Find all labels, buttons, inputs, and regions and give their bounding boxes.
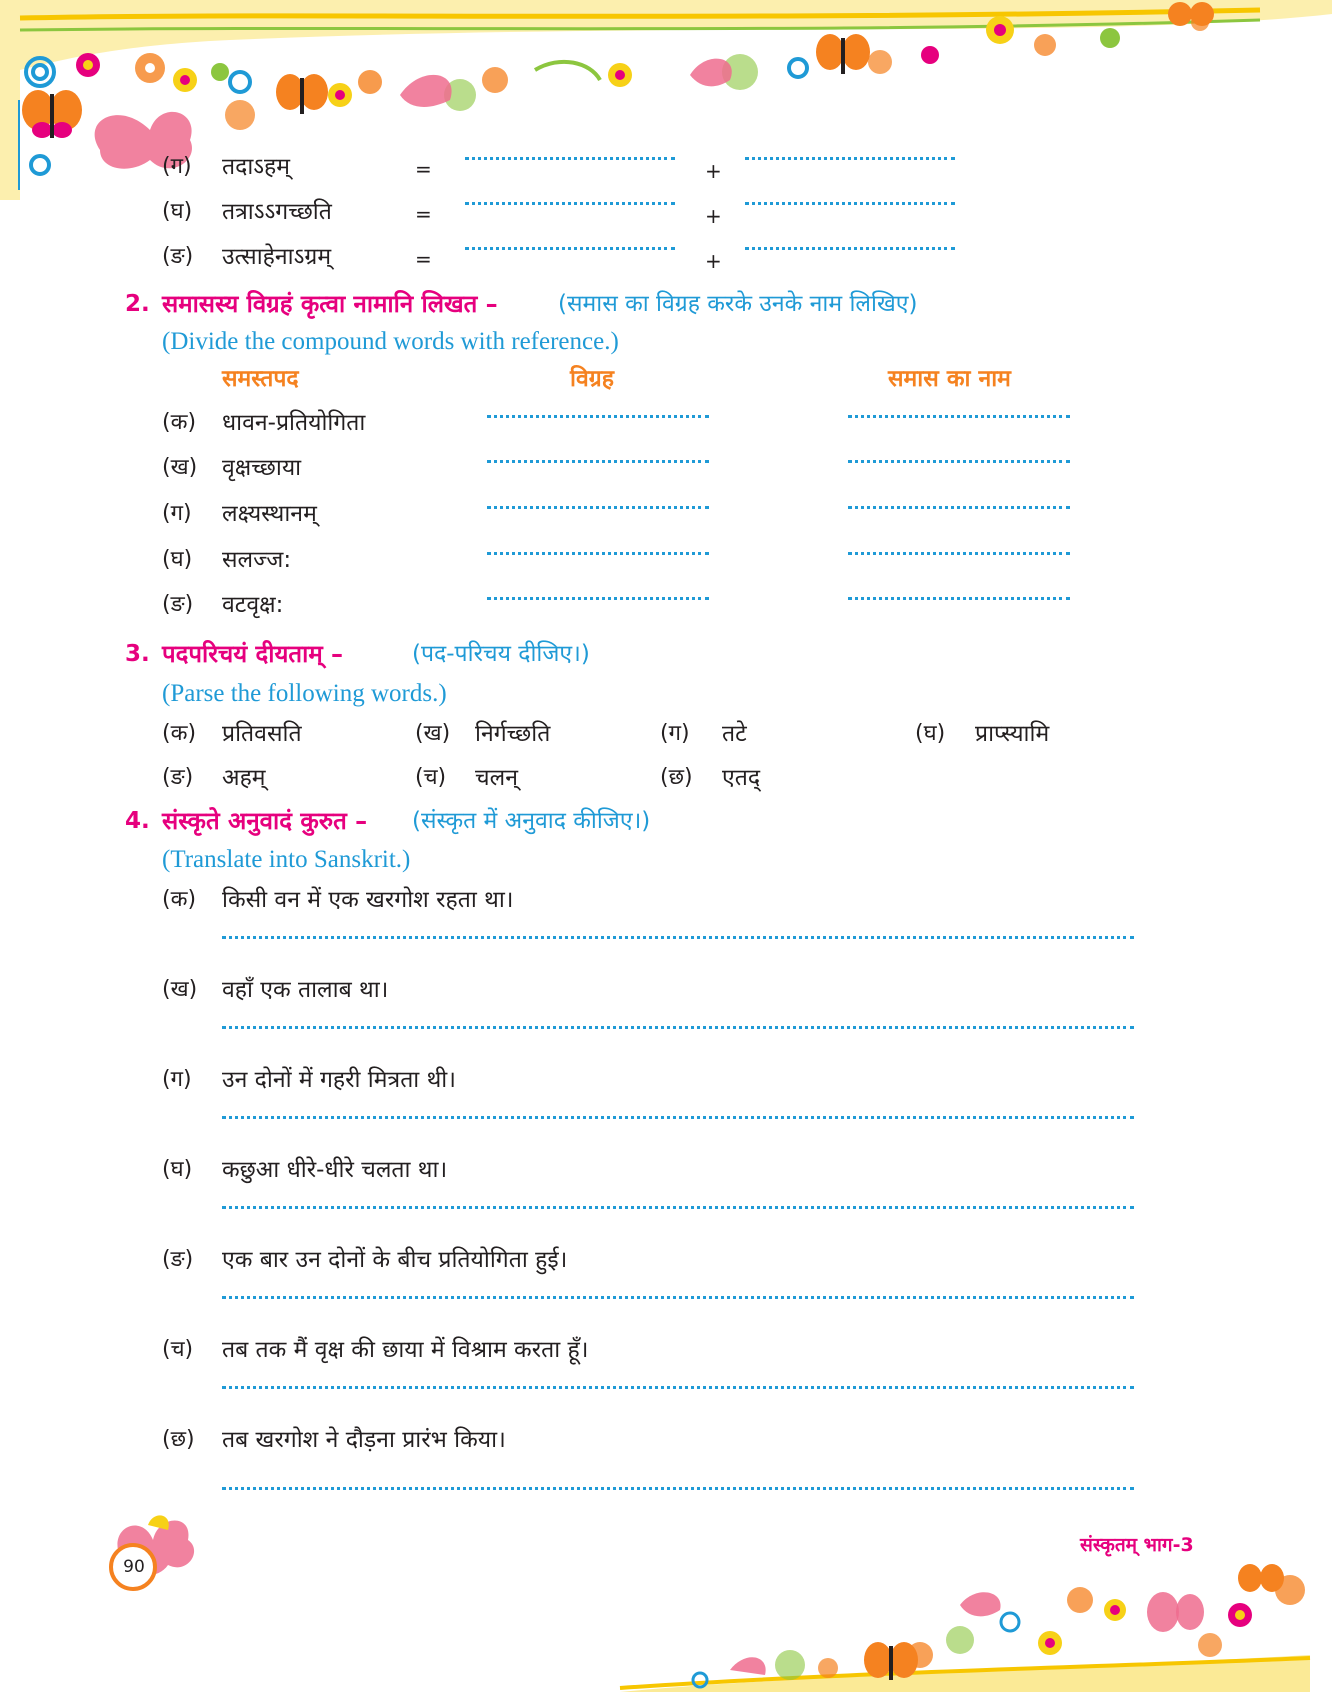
question-english-instruction: (Divide the compound words with reference.) <box>162 328 619 355</box>
q3-item-word: प्रतिवसति <box>222 721 302 747</box>
answer-line <box>745 157 955 160</box>
answer-line <box>222 1296 1134 1299</box>
plus-sign: + <box>705 159 722 183</box>
q1-row-marker: (ग) <box>162 154 192 179</box>
question-heading: संस्कृते अनुवादं कुरुत – <box>162 807 368 835</box>
bottom-decorative-border <box>0 1560 1332 1692</box>
q1-row-marker: (घ) <box>162 199 193 224</box>
answer-line <box>745 247 955 250</box>
q3-item-word: चलन् <box>475 765 518 791</box>
q3-item-word: तटे <box>722 721 747 747</box>
answer-line <box>465 247 675 250</box>
q4-item-text: किसी वन में एक खरगोश रहता था। <box>222 887 514 913</box>
q2-row-marker: (ग) <box>162 501 192 526</box>
answer-line <box>222 1026 1134 1029</box>
answer-line <box>745 202 955 205</box>
q4-item-marker: (ङ) <box>162 1247 194 1272</box>
question-hindi-instruction: (समास का विग्रह करके उनके नाम लिखिए) <box>558 291 918 317</box>
question-english-instruction: (Parse the following words.) <box>162 680 447 707</box>
q1-row-word: उत्साहेनाऽग्रम् <box>222 244 332 270</box>
plus-sign: + <box>705 204 722 228</box>
answer-line <box>222 1206 1134 1209</box>
plus-sign: + <box>705 249 722 273</box>
page-number: 90 <box>123 1557 145 1577</box>
question-heading: समासस्य विग्रहं कृत्वा नामानि लिखत – <box>162 290 498 318</box>
answer-line <box>487 597 709 600</box>
column-header-vigrah: विग्रह <box>570 366 614 392</box>
q3-item-marker: (घ) <box>915 721 946 746</box>
answer-line <box>222 936 1134 939</box>
q4-item-text: वहाँ एक तालाब था। <box>222 977 389 1003</box>
q2-row-marker: (ङ) <box>162 592 194 617</box>
question-number: 4. <box>125 808 150 834</box>
answer-line <box>487 460 709 463</box>
answer-line <box>222 1487 1134 1490</box>
q4-item-marker: (च) <box>162 1337 194 1362</box>
q2-row-word: धावन-प्रतियोगिता <box>222 410 366 436</box>
answer-line <box>848 597 1070 600</box>
q4-item-marker: (छ) <box>162 1427 195 1452</box>
answer-line <box>487 506 709 509</box>
answer-line <box>222 1386 1134 1389</box>
q4-item-marker: (क) <box>162 887 197 912</box>
question-hindi-instruction: (संस्कृत में अनुवाद कीजिए।) <box>412 808 651 834</box>
q4-item-text: उन दोनों में गहरी मित्रता थी। <box>222 1067 456 1093</box>
q3-item-marker: (च) <box>415 765 447 790</box>
q4-item-marker: (घ) <box>162 1157 193 1182</box>
answer-line <box>487 552 709 555</box>
answer-line <box>848 460 1070 463</box>
answer-line <box>465 157 675 160</box>
question-hindi-instruction: (पद-परिचय दीजिए।) <box>412 641 590 667</box>
equals-sign: = <box>415 247 432 271</box>
answer-line <box>465 202 675 205</box>
q3-item-marker: (छ) <box>660 765 693 790</box>
answer-line <box>848 552 1070 555</box>
column-header-compound: समस्तपद <box>222 366 299 392</box>
q4-item-text: कछुआ धीरे-धीरे चलता था। <box>222 1157 448 1183</box>
equals-sign: = <box>415 202 432 226</box>
q2-row-marker: (ख) <box>162 455 198 480</box>
q3-item-word: निर्गच्छति <box>475 721 551 747</box>
q1-row-word: तदाऽहम् <box>222 154 290 180</box>
question-number: 2. <box>125 291 150 317</box>
q3-item-marker: (क) <box>162 721 197 746</box>
q3-item-word: एतद् <box>722 765 761 791</box>
column-header-samas-name: समास का नाम <box>888 366 1011 392</box>
answer-line <box>222 1116 1134 1119</box>
book-title: संस्कृतम् भाग-3 <box>1080 1534 1194 1556</box>
answer-line <box>848 506 1070 509</box>
answer-line <box>487 415 709 418</box>
q1-row-word: तत्राऽऽगच्छति <box>222 199 332 225</box>
top-decorative-border <box>0 0 1332 200</box>
q4-item-text: तब खरगोश ने दौड़ना प्रारंभ किया। <box>222 1427 506 1453</box>
q3-item-marker: (ख) <box>415 721 451 746</box>
q4-item-marker: (ख) <box>162 977 198 1002</box>
question-number: 3. <box>125 641 150 667</box>
q3-item-word: प्राप्स्यामि <box>975 721 1050 747</box>
question-english-instruction: (Translate into Sanskrit.) <box>162 846 411 873</box>
q3-item-marker: (ग) <box>660 721 690 746</box>
q4-item-text: तब तक मैं वृक्ष की छाया में विश्राम करता हूँ। <box>222 1337 589 1363</box>
q2-row-word: वृक्षच्छाया <box>222 455 302 481</box>
q1-row-marker: (ङ) <box>162 244 194 269</box>
equals-sign: = <box>415 157 432 181</box>
q3-item-marker: (ङ) <box>162 765 194 790</box>
q4-item-text: एक बार उन दोनों के बीच प्रतियोगिता हुई। <box>222 1247 568 1273</box>
q2-row-marker: (क) <box>162 410 197 435</box>
q2-row-word: वटवृक्ष: <box>222 592 284 618</box>
q4-item-marker: (ग) <box>162 1067 192 1092</box>
q2-row-word: सलज्ज: <box>222 547 292 573</box>
question-heading: पदपरिचयं दीयताम् – <box>162 640 344 668</box>
q2-row-marker: (घ) <box>162 547 193 572</box>
q3-item-word: अहम् <box>222 765 266 791</box>
q2-row-word: लक्ष्यस्थानम् <box>222 501 317 527</box>
answer-line <box>848 415 1070 418</box>
